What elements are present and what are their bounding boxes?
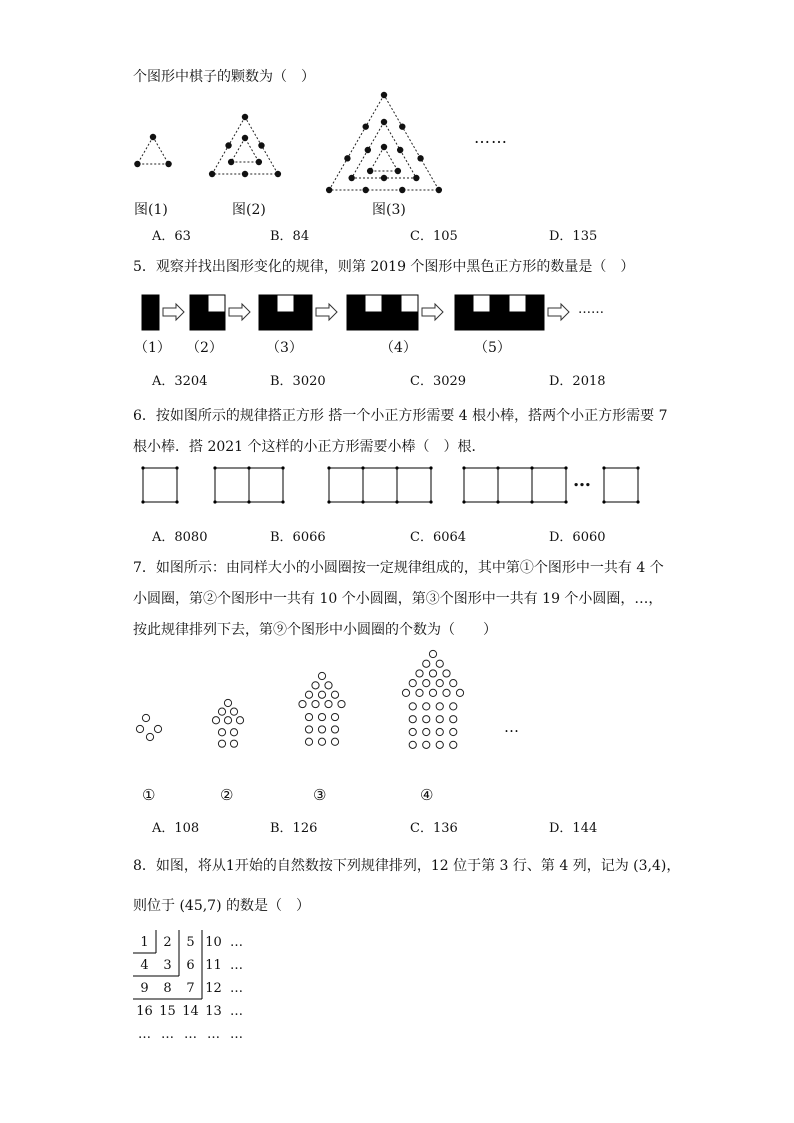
q5-figure-label-5: （5） <box>474 340 511 356</box>
q6-option-a: A．8080 <box>152 530 208 545</box>
grid-cell: 1 <box>140 935 149 950</box>
grid-cell: … <box>138 1027 151 1042</box>
q5-ellipsis: …… <box>578 302 604 317</box>
q8-stem-line-2: 则位于 (45,7) 的数是（ ） <box>133 898 310 914</box>
q7-option-b: B．126 <box>270 821 318 836</box>
grid-cell: 4 <box>140 958 149 973</box>
grid-cell: 8 <box>163 981 172 996</box>
grid-cell: 16 <box>136 1004 153 1019</box>
q7-option-c: C．136 <box>410 821 458 836</box>
q7-option-a: A．108 <box>152 821 200 836</box>
q6-stem-line-2: 根小棒．搭 2021 个这样的小正方形需要小棒（ ）根． <box>133 439 486 455</box>
grid-cell: 3 <box>163 958 172 973</box>
q7-figure-label-1: ① <box>142 786 156 804</box>
q7-figure-label-2: ② <box>220 786 234 804</box>
q7-option-d: D．144 <box>549 821 598 836</box>
q4-option-a: A．63 <box>152 229 191 244</box>
q5-option-c: C．3029 <box>410 374 467 389</box>
grid-cell: … <box>230 981 243 996</box>
grid-cell: 13 <box>205 1004 222 1019</box>
q4-option-d: D．135 <box>549 229 598 244</box>
q5-figure-label-1: （1） <box>134 340 171 356</box>
grid-cell: … <box>184 1027 197 1042</box>
q6-ellipsis: … <box>573 470 591 491</box>
grid-cell: 9 <box>140 981 149 996</box>
q5-figure-label-3: （3） <box>266 340 303 356</box>
q4-ellipsis: …… <box>474 128 508 147</box>
q4-figure-label-3: 图(3) <box>372 202 406 218</box>
grid-cell: 12 <box>205 981 222 996</box>
q7-stem-line-3: 按此规律排列下去，第⑨个图形中小圆圈的个数为（ ） <box>133 622 497 638</box>
grid-cell: … <box>230 1027 243 1042</box>
q4-figure-label-2: 图(2) <box>232 202 266 218</box>
grid-cell: … <box>161 1027 174 1042</box>
q6-option-d: D．6060 <box>549 530 606 545</box>
q6-option-b: B．6066 <box>270 530 326 545</box>
grid-cell: … <box>230 935 243 950</box>
q5-option-b: B．3020 <box>270 374 326 389</box>
grid-cell: 2 <box>163 935 172 950</box>
grid-cell: 15 <box>159 1004 176 1019</box>
q4-option-c: C．105 <box>410 229 458 244</box>
q4-figure-label-1: 图(1) <box>134 202 168 218</box>
q7-stem-line-1: 7．如图所示：由同样大小的小圆圈按一定规律组成的，其中第①个图形中一共有 4 个 <box>133 560 664 576</box>
q7-ellipsis: … <box>504 718 521 736</box>
q4-intro: 个图形中棋子的颗数为（ ） <box>133 69 315 85</box>
grid-cell: 11 <box>205 958 222 973</box>
grid-cell: … <box>230 958 243 973</box>
q8-stem-line-1: 8．如图，将从1开始的自然数按下列规律排列，12 位于第 3 行、第 4 列，记为 (3,4)， <box>133 858 681 874</box>
q6-stem-line-1: 6．按如图所示的规律搭正方形 搭一个小正方形需要 4 根小棒，搭两个小正方形需要 7 <box>133 408 668 424</box>
q6-option-c: C．6064 <box>410 530 467 545</box>
q5-figure-label-2: （2） <box>186 340 223 356</box>
grid-cell: 14 <box>182 1004 199 1019</box>
grid-cell: 7 <box>186 981 195 996</box>
grid-cell: … <box>207 1027 220 1042</box>
q5-option-a: A．3204 <box>152 374 208 389</box>
q4-option-b: B．84 <box>270 229 310 244</box>
grid-cell: … <box>230 1004 243 1019</box>
q7-figure-label-3: ③ <box>313 786 327 804</box>
grid-cell: 5 <box>186 935 195 950</box>
q5-option-d: D．2018 <box>549 374 606 389</box>
q7-figure-label-4: ④ <box>420 786 434 804</box>
q5-stem: 5．观察并找出图形变化的规律，则第 2019 个图形中黑色正方形的数量是（ ） <box>133 259 635 275</box>
grid-cell: 10 <box>205 935 222 950</box>
grid-cell: 6 <box>186 958 195 973</box>
q5-figure-label-4: （4） <box>380 340 417 356</box>
q7-stem-line-2: 小圆圈，第②个图形中一共有 10 个小圆圈，第③个图形中一共有 19 个小圆圈，…， <box>133 591 663 607</box>
